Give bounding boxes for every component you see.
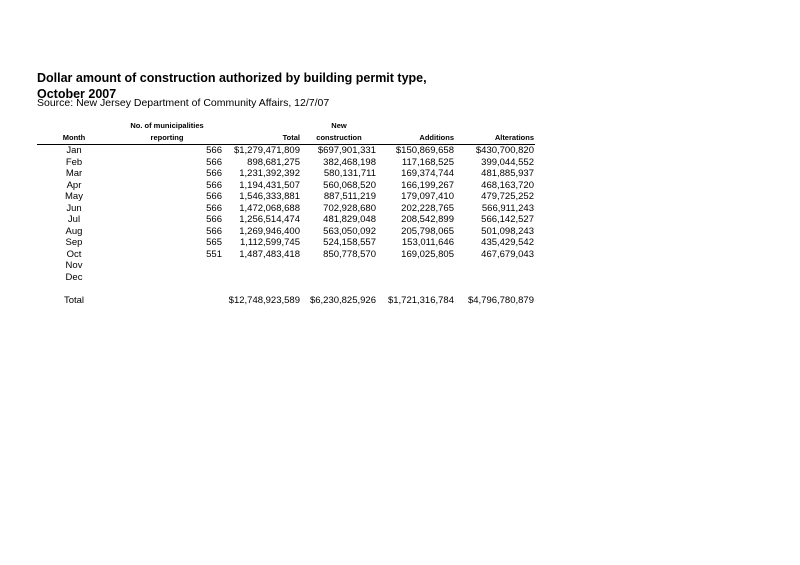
cell-new-construction: 580,131,711	[323, 168, 376, 179]
cell-alterations: 435,429,542	[481, 237, 534, 248]
cell-total: $1,279,471,809	[233, 145, 300, 156]
table-row	[37, 237, 535, 249]
cell-alterations: 468,163,720	[481, 179, 534, 191]
cell-additions: 166,199,267	[401, 179, 454, 191]
cell-additions: 117,168,525	[401, 156, 454, 168]
cell-new-construction	[301, 260, 377, 272]
cell-alterations: 479,725,252	[481, 191, 534, 202]
source-note: Source: New Jersey Department of Community Affairs, 12/7/07	[37, 97, 330, 109]
cell-total-total: $12,748,923,589	[228, 295, 300, 306]
header-spacer	[377, 120, 455, 132]
cell-alterations: 501,098,243	[481, 225, 534, 237]
table-row	[37, 168, 535, 180]
header-municipalities-line1: No. of municipalities	[130, 121, 204, 130]
cell-total	[223, 260, 301, 272]
header-spacer	[37, 120, 111, 132]
cell-municipalities: 566	[206, 225, 222, 237]
header-new-line2: construction	[301, 132, 377, 145]
header-additions: Additions	[377, 132, 455, 145]
cell-new-construction: 481,829,048	[323, 214, 376, 225]
cell-municipalities: 566	[206, 179, 222, 191]
cell-alterations: 399,044,552	[481, 156, 534, 168]
table-body	[37, 145, 535, 308]
table-row	[37, 260, 535, 272]
cell-municipalities-total	[111, 295, 223, 307]
cell-municipalities: 566	[206, 168, 222, 179]
cell-month: Aug	[65, 225, 83, 237]
cell-new-construction: 563,050,092	[323, 225, 376, 237]
cell-total: 898,681,275	[247, 156, 300, 168]
totals-row	[37, 295, 535, 307]
header-new-line1: New	[331, 121, 347, 130]
table-row	[37, 203, 535, 215]
cell-additions-total: $1,721,316,784	[387, 295, 454, 306]
table-row	[37, 226, 535, 238]
cell-additions: 169,374,744	[401, 168, 454, 179]
cell-total: 1,269,946,400	[239, 225, 300, 237]
header-alterations: Alterations	[455, 132, 535, 145]
cell-additions: 208,542,899	[401, 214, 454, 225]
report-title-line1: Dollar amount of construction authorized by building permit type,	[37, 71, 427, 85]
cell-additions	[377, 260, 455, 272]
cell-municipalities: 566	[206, 202, 222, 214]
cell-alterations-total: $4,796,780,879	[467, 295, 534, 306]
cell-additions: $150,869,658	[395, 145, 454, 156]
cell-additions: 169,025,805	[401, 248, 454, 260]
cell-month: Nov	[65, 260, 83, 271]
cell-additions: 202,228,765	[401, 202, 454, 214]
cell-alterations: 467,679,043	[481, 248, 534, 260]
table-row	[37, 272, 535, 284]
cell-alterations: $430,700,820	[475, 145, 534, 156]
cell-total: 1,194,431,507	[239, 179, 300, 191]
cell-alterations: 566,911,243	[481, 202, 534, 214]
report-title-line2: October 2007	[37, 87, 117, 101]
header-municipalities-line2: reporting	[111, 132, 223, 145]
cell-alterations: 481,885,937	[481, 168, 534, 179]
cell-municipalities: 565	[206, 237, 222, 248]
cell-alterations	[455, 272, 535, 284]
cell-new-construction: 524,158,557	[323, 237, 376, 248]
cell-total: 1,487,483,418	[239, 248, 300, 260]
cell-month: Jun	[66, 202, 82, 214]
cell-new-construction: 850,778,570	[323, 248, 376, 260]
cell-month: Jul	[67, 214, 81, 225]
cell-total: 1,256,514,474	[239, 214, 300, 225]
cell-month: May	[65, 191, 83, 202]
cell-municipalities: 551	[206, 248, 222, 260]
header-total: Total	[223, 132, 301, 145]
header-spacer	[455, 120, 535, 132]
table-row	[37, 145, 535, 157]
table-row	[37, 249, 535, 261]
cell-total: 1,231,392,392	[239, 168, 300, 179]
permit-table	[37, 120, 535, 307]
spacer-row	[37, 283, 535, 295]
cell-new-construction: $697,901,331	[317, 145, 376, 156]
cell-new-construction: 702,928,680	[323, 202, 376, 214]
cell-alterations	[455, 260, 535, 272]
cell-new-construction: 560,068,520	[323, 179, 376, 191]
cell-municipalities	[111, 272, 223, 284]
cell-total: 1,472,068,688	[239, 202, 300, 214]
cell-additions: 179,097,410	[401, 191, 454, 202]
cell-month: Dec	[65, 271, 83, 283]
cell-municipalities: 566	[206, 214, 222, 225]
cell-total: 1,546,333,881	[239, 191, 300, 202]
cell-additions	[377, 272, 455, 284]
cell-total-label: Total	[63, 295, 85, 306]
cell-month: Apr	[66, 179, 82, 191]
cell-new-construction-total: $6,230,825,926	[309, 295, 376, 306]
cell-new-construction	[301, 272, 377, 284]
cell-new-construction: 382,468,198	[323, 156, 376, 168]
cell-month: Oct	[66, 248, 82, 260]
cell-total: 1,112,599,745	[239, 237, 300, 248]
cell-month: Sep	[65, 237, 83, 248]
spacer-cell	[37, 283, 535, 295]
cell-additions: 153,011,646	[401, 237, 454, 248]
cell-new-construction: 887,511,219	[323, 191, 376, 202]
cell-municipalities: 566	[206, 156, 222, 168]
cell-municipalities	[111, 260, 223, 272]
cell-month: Jan	[66, 145, 82, 156]
cell-month: Mar	[65, 168, 83, 179]
cell-municipalities: 566	[206, 145, 222, 156]
header-spacer	[223, 120, 301, 132]
table-row	[37, 157, 535, 169]
cell-municipalities: 566	[206, 191, 222, 202]
table-row	[37, 214, 535, 226]
table-row	[37, 180, 535, 192]
cell-month: Feb	[65, 156, 83, 168]
cell-additions: 205,798,065	[401, 225, 454, 237]
table-row	[37, 191, 535, 203]
header-month: Month	[37, 132, 111, 145]
cell-total	[223, 272, 301, 284]
cell-alterations: 566,142,527	[481, 214, 534, 225]
